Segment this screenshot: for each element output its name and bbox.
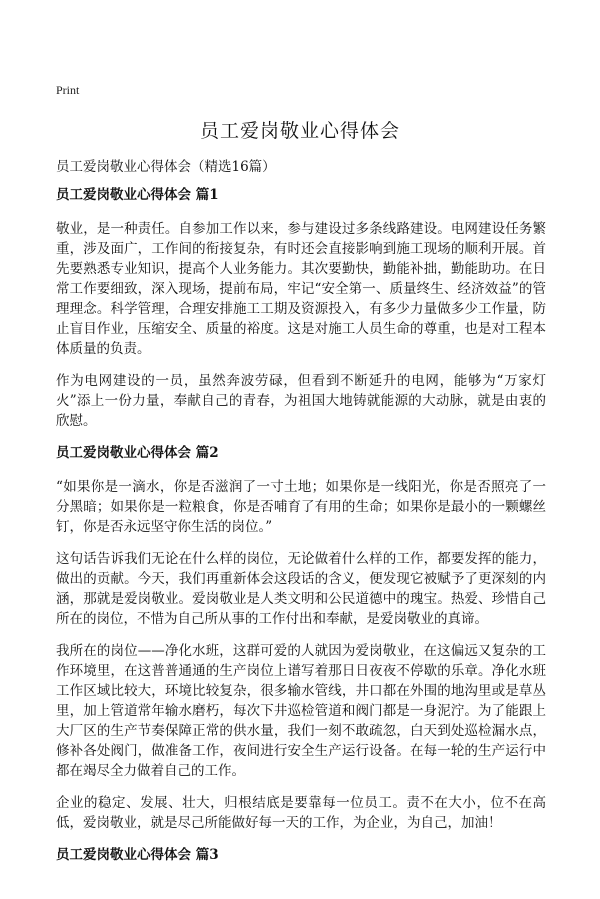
- paragraph: “如果你是一滴水，你是否滋润了一寸土地；如果你是一线阳光，你是否照亮了一分黑暗；如果你是一粒粮食，你是否哺育了有用的生命；如果你是最小的一颗螺丝钉，你是否永远坚守你生活的岗位。”: [56, 479, 546, 535]
- section-3: [56, 845, 546, 865]
- paragraph: 这句话告诉我们无论在什么样的岗位，无论做着什么样的工作，都要发挥的能力，做出的贡献。今天，我们再重新体会这段话的含义，便发现它被赋予了更深刻的内涵，那就是爱岗敬业。爱岗敬业是人类文明和公民道德中的瑰宝。热爱、珍惜自己所在的岗位，不惜为自己所从事的工作付出和奉献，是爱岗敬业的真谛。: [56, 551, 546, 627]
- paragraph: 我所在的岗位——净化水班，这群可爱的人就因为爱岗敬业，在这偏远又复杂的工作环境里，在这普普通通的生产岗位上谱写着那日日夜夜不停歇的乐章。净化水班工作区域比较大，环境比较复杂，很多输水管线，井口都在外围的地沟里或是草丛里，加上管道常年输水磨朽，每次下井巡检管道和阀门都是一身泥泞。为了能跟上大厂区的生产节奏保障正常的供水量，我们一刻不敢疏忽，白天到处巡检漏水点，修补各处阀门，做准备工作，夜间进行安全生产运行设备。在每一轮的生产运行中都在竭尽全力做着自己的工作。: [56, 643, 546, 779]
- section-2: [56, 443, 546, 833]
- print-label[interactable]: Print: [56, 83, 80, 97]
- section-heading: 员工爱岗敬业心得体会 篇1: [56, 187, 219, 203]
- paragraph: 作为电网建设的一员，虽然奔波劳碌，但看到不断延升的电网，能够为“万家灯火”添上一份力量，奉献自己的青春，为祖国大地铸就能源的大动脉，就是由衷的欣慰。: [56, 373, 546, 429]
- document-body: [56, 185, 546, 879]
- document-subtitle: 员工爱岗敬业心得体会（精选16篇）: [56, 159, 276, 175]
- page-title: 员工爱岗敬业心得体会: [199, 120, 400, 142]
- paragraph: 敬业，是一种责任。自参加工作以来，参与建设过多条线路建设。电网建设任务繁重，涉及面广，工作间的衔接复杂，有时还会直接影响到施工现场的顺利开展。首先要熟悉专业知识，提高个人业务能力。其次要勤快，勤能补拙，勤能助功。在日常工作要细致，深入现场，提前布局，牢记“安全第一、质量终生、经济效益”的管理理念。科学管理，合理安排施工工期及资源投入，有多少力量做多少工作量，防止盲目作业，压缩安全、质量的裕度。这是对施工人员生命的尊重，也是对工程本体质量的负责。: [56, 221, 546, 357]
- section-heading: 员工爱岗敬业心得体会 篇3: [56, 847, 219, 863]
- section-heading: 员工爱岗敬业心得体会 篇2: [56, 445, 219, 461]
- paragraph: 企业的稳定、发展、壮大，归根结底是要靠每一位员工。责不在大小，位不在高低，爱岗敬业，就是尽己所能做好每一天的工作，为企业，为自己，加油！: [56, 795, 546, 831]
- section-1: [56, 185, 546, 431]
